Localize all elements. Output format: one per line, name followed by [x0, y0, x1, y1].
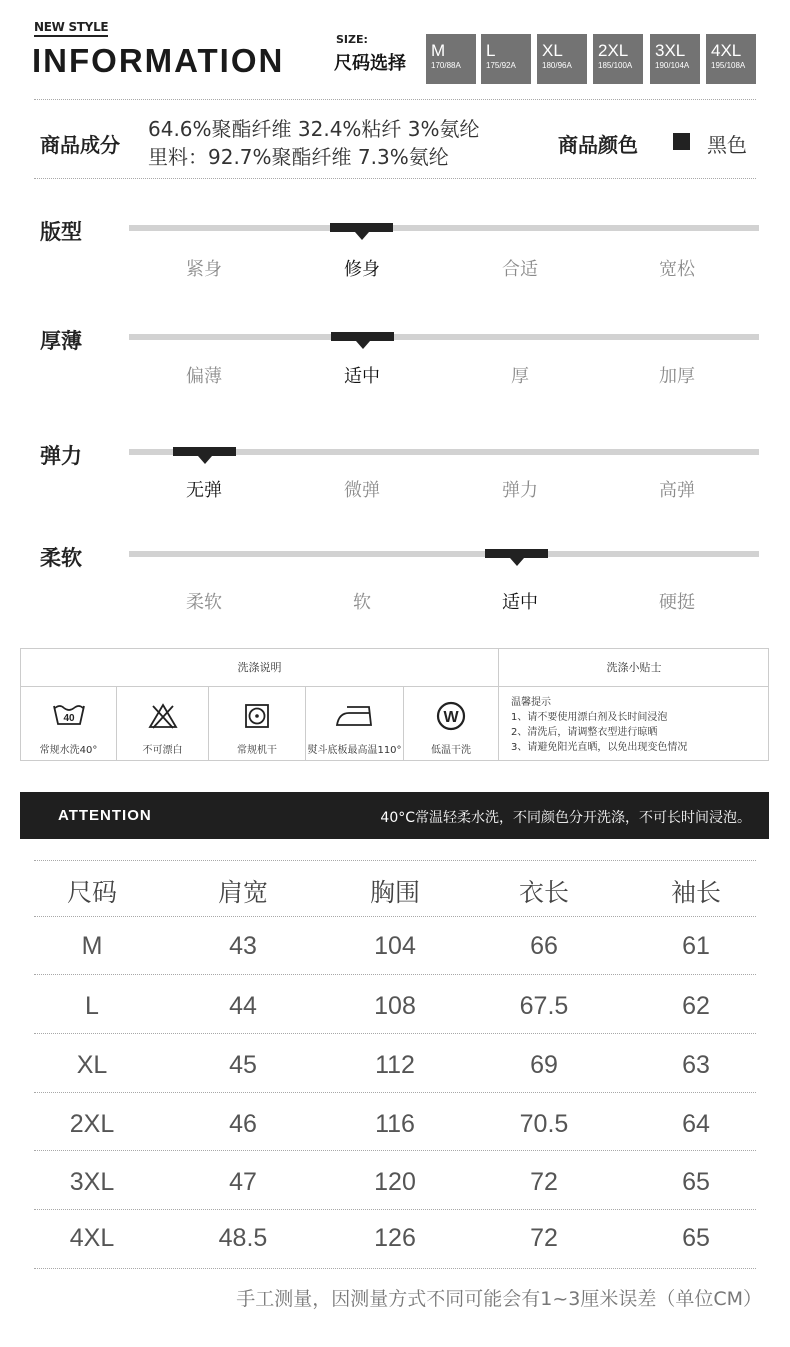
table-cell-size: 2XL [69, 1110, 115, 1138]
scale-option: 合适 [502, 259, 538, 280]
scale-marker-softness [485, 549, 548, 558]
size-label: SIZE: [336, 33, 368, 46]
size-dimensions: 180/96A [542, 61, 572, 70]
iron-icon [335, 703, 375, 729]
scale-option: 加厚 [659, 366, 695, 387]
scale-option: 偏薄 [186, 366, 222, 387]
attention-bar [20, 792, 769, 839]
table-header-chest: 胸围 [369, 878, 420, 907]
scale-option: 厚 [511, 366, 529, 387]
color-value: 黑色 [707, 133, 747, 157]
scale-option: 宽松 [659, 259, 695, 280]
color-swatch [673, 133, 690, 150]
scale-option-selected: 修身 [344, 259, 380, 280]
table-cell: 65 [682, 1224, 710, 1252]
tips-title: 温馨提示 [511, 697, 551, 708]
care-table [20, 648, 769, 761]
care-item-bleach [117, 687, 208, 761]
size-option-3xl[interactable] [650, 34, 700, 84]
page-title: INFORMATION [32, 42, 285, 79]
table-cell: 46 [229, 1110, 257, 1138]
care-caption: 熨斗底板最高温110° [307, 745, 402, 756]
scale-option: 硬挺 [659, 592, 695, 613]
no-bleach-icon [148, 703, 178, 729]
care-header-instructions: 洗涤说明 [237, 661, 282, 674]
tip-item: 2、清洗后，请调整衣型进行晾晒 [511, 727, 658, 738]
tumble-dry-icon [244, 703, 270, 729]
scale-option: 柔软 [186, 592, 222, 613]
care-caption: 低温干洗 [431, 745, 471, 756]
table-cell-size: 3XL [69, 1168, 115, 1196]
divider [34, 178, 756, 179]
size-option-xl[interactable] [537, 34, 587, 84]
scale-marker-fit [330, 223, 393, 232]
table-cell: 72 [530, 1168, 558, 1196]
table-cell: 126 [374, 1224, 416, 1252]
table-divider [34, 974, 756, 975]
table-cell: 61 [682, 932, 710, 960]
scale-option: 紧身 [186, 259, 222, 280]
size-code: 4XL [711, 41, 742, 60]
table-header-shoulder: 肩宽 [217, 878, 268, 907]
care-caption: 常规水洗40° [39, 745, 98, 756]
table-cell: 70.5 [519, 1110, 569, 1138]
table-cell: 116 [375, 1110, 415, 1138]
care-caption: 不可漂白 [142, 745, 183, 756]
size-code: L [486, 41, 496, 60]
table-cell: 44 [229, 992, 257, 1020]
scale-title-softness: 柔软 [40, 546, 82, 570]
table-divider [34, 916, 756, 917]
care-header-tips: 洗涤小贴士 [606, 661, 662, 674]
composition-line-2: 里料：92.7%聚酯纤维 7.3%氨纶 [148, 145, 449, 169]
table-cell: 69 [530, 1051, 558, 1079]
wash-40-icon [52, 703, 86, 727]
composition-line-1: 64.6%聚酯纤维 32.4%粘纤 3%氨纶 [148, 117, 480, 141]
divider [34, 99, 756, 100]
scale-title-thickness: 厚薄 [40, 329, 82, 353]
professional-wetclean-icon [436, 701, 466, 731]
measurement-footnote: 手工测量，因测量方式不同可能会有1~3厘米误差（单位CM） [236, 1288, 762, 1310]
scale-option: 高弹 [659, 480, 695, 501]
table-cell: 108 [374, 992, 416, 1020]
scale-option: 弹力 [502, 480, 538, 501]
table-divider [34, 1268, 756, 1269]
table-divider [34, 1209, 756, 1210]
table-cell: 45 [229, 1051, 257, 1079]
table-divider [34, 1033, 756, 1034]
composition-label: 商品成分 [40, 133, 120, 157]
table-cell: 63 [682, 1051, 710, 1079]
size-code: 2XL [598, 41, 629, 60]
size-dimensions: 190/104A [655, 61, 690, 70]
table-cell: 62 [682, 992, 710, 1020]
size-code: 3XL [655, 41, 686, 60]
table-divider [34, 860, 756, 861]
table-cell: 43 [229, 932, 257, 960]
scale-option-selected: 适中 [344, 366, 380, 387]
scale-title-elasticity: 弹力 [40, 444, 82, 468]
care-item-dry [209, 687, 305, 761]
table-cell: 66 [530, 932, 558, 960]
care-caption: 常规机干 [237, 745, 277, 756]
scale-marker-elasticity [173, 447, 236, 456]
care-item-iron [306, 687, 403, 761]
care-item-wetclean [404, 687, 498, 761]
tip-item: 1、请不要使用漂白剂及长时间浸泡 [511, 712, 668, 723]
tip-item: 3、请避免阳光直晒，以免出现变色情况 [511, 742, 688, 753]
table-cell: 72 [530, 1224, 558, 1252]
table-cell-size: M [81, 932, 103, 960]
size-dimensions: 185/100A [598, 61, 633, 70]
wetclean-letter: W [443, 709, 459, 726]
table-cell: 67.5 [519, 992, 569, 1020]
table-divider [34, 1092, 756, 1093]
table-cell: 65 [682, 1168, 710, 1196]
size-dimensions: 195/108A [711, 61, 746, 70]
care-divider [498, 649, 499, 760]
attention-text: 40°C常温轻柔水洗，不同颜色分开洗涤，不可长时间浸泡。 [380, 810, 751, 826]
scale-track-softness [129, 551, 759, 557]
table-cell-size: L [85, 992, 99, 1020]
table-header-length: 衣长 [518, 878, 569, 907]
table-cell-size: XL [76, 1051, 108, 1079]
table-header-size: 尺码 [66, 878, 117, 907]
scale-option-selected: 无弹 [186, 480, 222, 501]
scale-title-fit: 版型 [40, 220, 82, 244]
table-cell: 64 [682, 1110, 710, 1138]
size-option-4xl[interactable] [706, 34, 756, 84]
size-option-m[interactable] [426, 34, 476, 84]
wash-temp-number: 40 [63, 713, 75, 724]
table-cell: 112 [375, 1051, 415, 1079]
table-header-sleeve: 袖长 [670, 878, 721, 907]
scale-option-selected: 适中 [502, 592, 538, 613]
color-label: 商品颜色 [558, 133, 638, 157]
scale-option: 微弹 [344, 480, 380, 501]
table-divider [34, 1150, 756, 1151]
care-item-wash [21, 687, 116, 761]
attention-title: ATTENTION [58, 807, 152, 824]
scale-track-thickness [129, 334, 759, 340]
scale-option: 软 [353, 592, 371, 613]
size-option-2xl[interactable] [593, 34, 643, 84]
table-cell-size: 4XL [69, 1224, 115, 1252]
care-tips [511, 695, 687, 755]
size-dimensions: 170/88A [431, 61, 461, 70]
table-cell: 104 [374, 932, 416, 960]
table-cell: 48.5 [218, 1224, 268, 1252]
size-code: M [431, 41, 446, 60]
table-cell: 120 [374, 1168, 416, 1196]
scale-track-fit [129, 225, 759, 231]
scale-marker-thickness [331, 332, 394, 341]
size-dimensions: 175/92A [486, 61, 516, 70]
size-code: XL [542, 41, 563, 60]
table-cell: 47 [229, 1168, 257, 1196]
new-style-label: NEW STYLE [34, 20, 108, 37]
size-select-label: 尺码选择 [334, 53, 406, 74]
size-option-l[interactable] [481, 34, 531, 84]
